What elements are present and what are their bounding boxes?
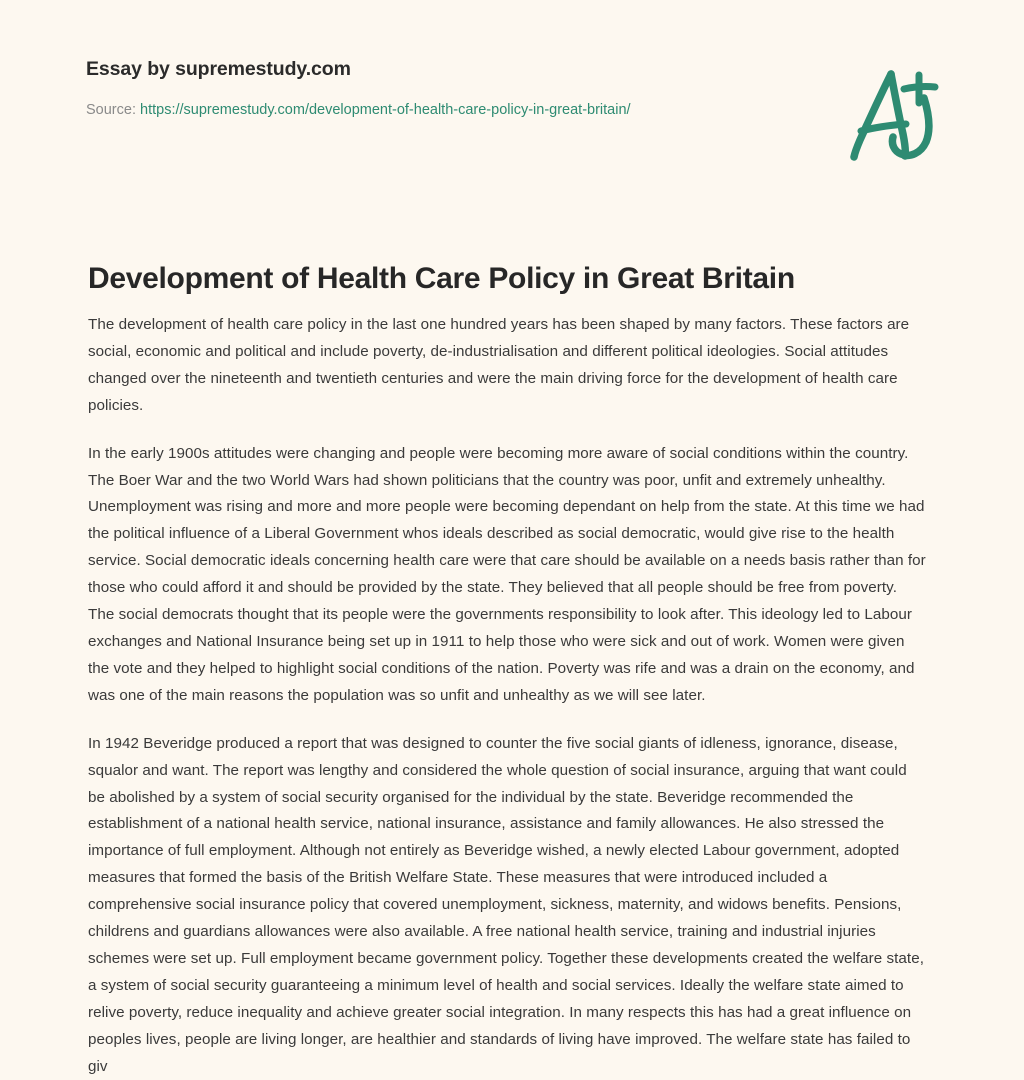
- source-url-link[interactable]: https://supremestudy.com/development-of-health-care-policy-in-great-britain/: [140, 102, 631, 119]
- source-label: Source:: [86, 102, 136, 119]
- paragraph: In 1942 Beveridge produced a report that was designed to counter the five social giants of idleness, ignorance, disease, squalor and want. The report was lengthy and considered the whole question of social insurance, arguing that want could be abolished by a system of social security organised for the individual by the state. Beveridge recommended the establishment of a national health service, national insurance, assistance and family allowances. He also stressed the importance of full employment. Although not entirely as Beveridge wished, a newly elected Labour government, adopted measures that formed the basis of the British Welfare State. These measures that were introduced included a comprehensive social insurance policy that covered unemployment, sickness, maternity, and widows benefits. Pensions, childrens and guardians allowances were also available. A free national health service, training and industrial injuries schemes were set up. Full employment became government policy. Together these developments created the welfare state, a system of social security guaranteeing a minimum level of health and social services. Ideally the welfare state aimed to relive poverty, reduce inequality and achieve greater social integration. In many respects this has had a great influence on peoples lives, people are living longer, are healthier and standards of living have improved. The welfare state has failed to giv: [88, 734, 924, 1075]
- source-line: [86, 101, 786, 120]
- a-plus-logo-icon: [836, 58, 956, 178]
- paragraph: In the early 1900s attitudes were changing and people were becoming more aware of social conditions within the country. The Boer War and the two World Wars had shown politicians that the country was poor, unfit and extremely unhealthy. Unemployment was rising and more and more people were becoming dependant on help from the state. At this time we had the political influence of a Liberal Government whos ideals described as social democratic, would give rise to the health service. Social democratic ideals concerning health care were that care should be available on a needs basis rather than for those who could afford it and should be provided by the state. They believed that all people should be free from poverty. The social democrats thought that its people were the governments responsibility to look after. This ideology led to Labour exchanges and National Insurance being set up in 1911 to help those who were sick and out of work. Women were given the vote and they helped to highlight social conditions of the nation. Poverty was rife and was a drain on the economy, and was one of the main reasons the population was so unfit and unhealthy as we will see later.: [88, 444, 926, 704]
- page-header: [86, 58, 786, 120]
- a-plus-logo: [836, 58, 956, 178]
- essay-byline: Essay by supremestudy.com: [86, 58, 351, 80]
- page-title: Development of Health Care Policy in Great Britain: [88, 262, 795, 296]
- essay-body: [88, 312, 926, 1080]
- paragraph: The development of health care policy in the last one hundred years has been shaped by many factors. These factors are social, economic and political and include poverty, de-industrialisation and different political ideologies. Social attitudes changed over the nineteenth and twentieth centuries and were the main driving force for the development of health care policies.: [88, 316, 910, 414]
